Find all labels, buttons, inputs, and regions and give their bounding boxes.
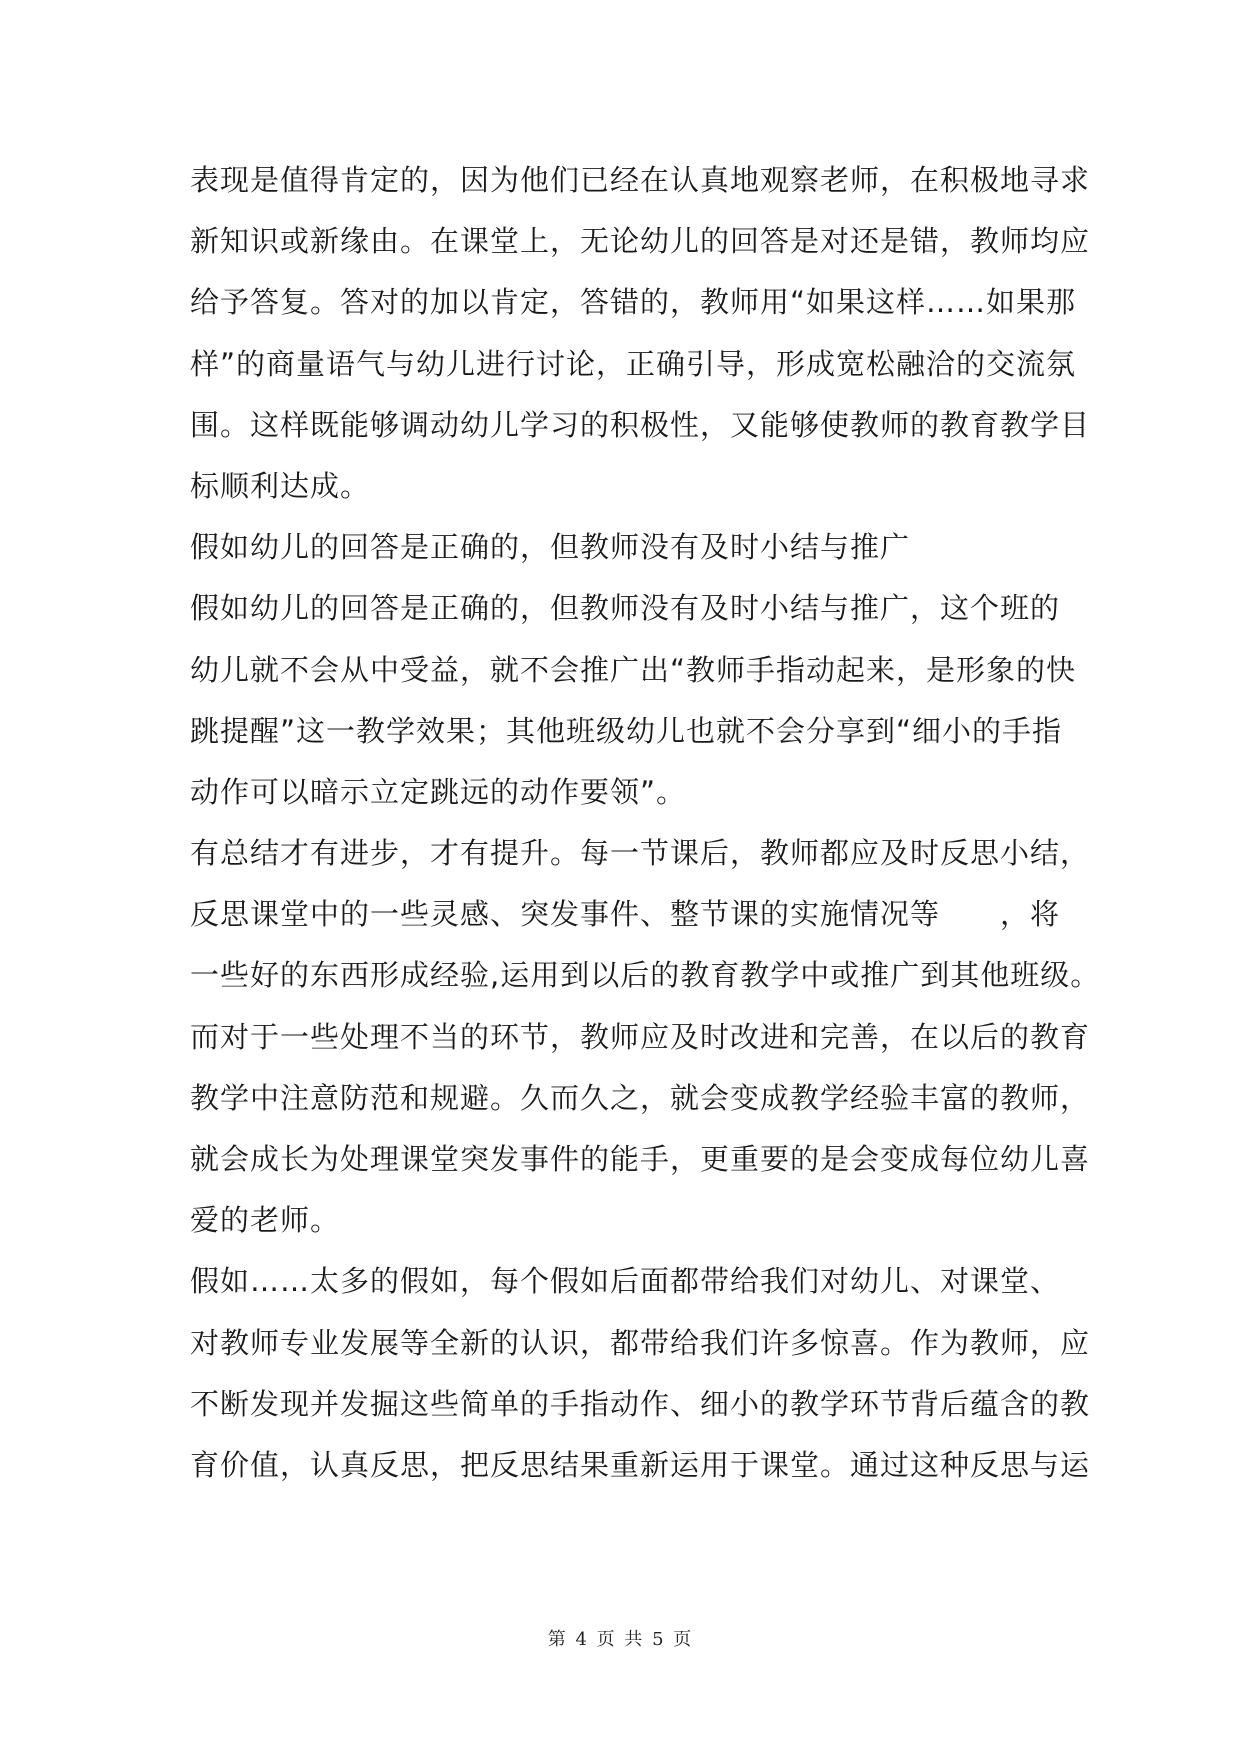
text-line: 样”的商量语气与幼儿进行讨论，正确引导，形成宽松融洽的交流氛 xyxy=(190,346,1077,381)
text-line: 表现是值得肯定的，因为他们已经在认真地观察老师，在积极地寻求 xyxy=(190,163,1091,197)
text-line: 反思课堂中的一些灵感、突发事件、整节课的实施情况等 ，将 xyxy=(190,897,1061,932)
text-line: 动作可以暗示立定跳远的动作要领”。 xyxy=(190,774,687,809)
text-line: 对教师专业发展等全新的认识，都带给我们许多惊喜。作为教师，应 xyxy=(190,1325,1091,1360)
text-line: 给予答复。答对的加以肯定，答错的，教师用“如果这样……如果那 xyxy=(190,285,1077,320)
text-line: 有总结才有进步，才有提升。每一节课后，教师都应及时反思小结， xyxy=(190,836,1091,871)
text-line: 不断发现并发掘这些简单的手指动作、细小的教学环节背后蕴含的教 xyxy=(190,1386,1091,1421)
text-line: 教学中注意防范和规避。久而久之，就会变成教学经验丰富的教师， xyxy=(190,1080,1091,1115)
text-line: 跳提醒”这一教学效果；其他班级幼儿也就不会分享到“细小的手指 xyxy=(190,713,1063,748)
body-text xyxy=(190,150,1101,1496)
text-line: 就会成长为处理课堂突发事件的能手，更重要的是会变成每位幼儿喜 xyxy=(190,1142,1091,1176)
text-line: 假如……太多的假如，每个假如后面都带给我们对幼儿、对课堂、 xyxy=(190,1264,1061,1299)
text-line: 一些好的东西形成经验,运用到以后的教育教学中或推广到其他班级。 xyxy=(190,958,1101,993)
text-line: 育价值，认真反思，把反思结果重新运用于课堂。通过这种反思与运 xyxy=(190,1447,1091,1482)
text-line: 而对于一些处理不当的环节，教师应及时改进和完善，在以后的教育 xyxy=(190,1019,1091,1054)
text-line: 假如幼儿的回答是正确的，但教师没有及时小结与推广，这个班的 xyxy=(190,591,1061,626)
text-line: 幼儿就不会从中受益，就不会推广出“教师手指动起来，是形象的快 xyxy=(190,652,1077,687)
text-line: 爱的老师。 xyxy=(190,1203,341,1238)
page-number-footer: 第 4 页 共 5 页 xyxy=(547,1629,694,1650)
text-line: 围。这样既能够调动幼儿学习的积极性，又能够使教师的教育教学目 xyxy=(190,407,1091,442)
text-line: 新知识或新缘由。在课堂上，无论幼儿的回答是对还是错，教师均应 xyxy=(190,224,1091,259)
section-heading: 假如幼儿的回答是正确的，但教师没有及时小结与推广 xyxy=(190,530,911,565)
text-line: 标顺利达成。 xyxy=(190,468,371,503)
